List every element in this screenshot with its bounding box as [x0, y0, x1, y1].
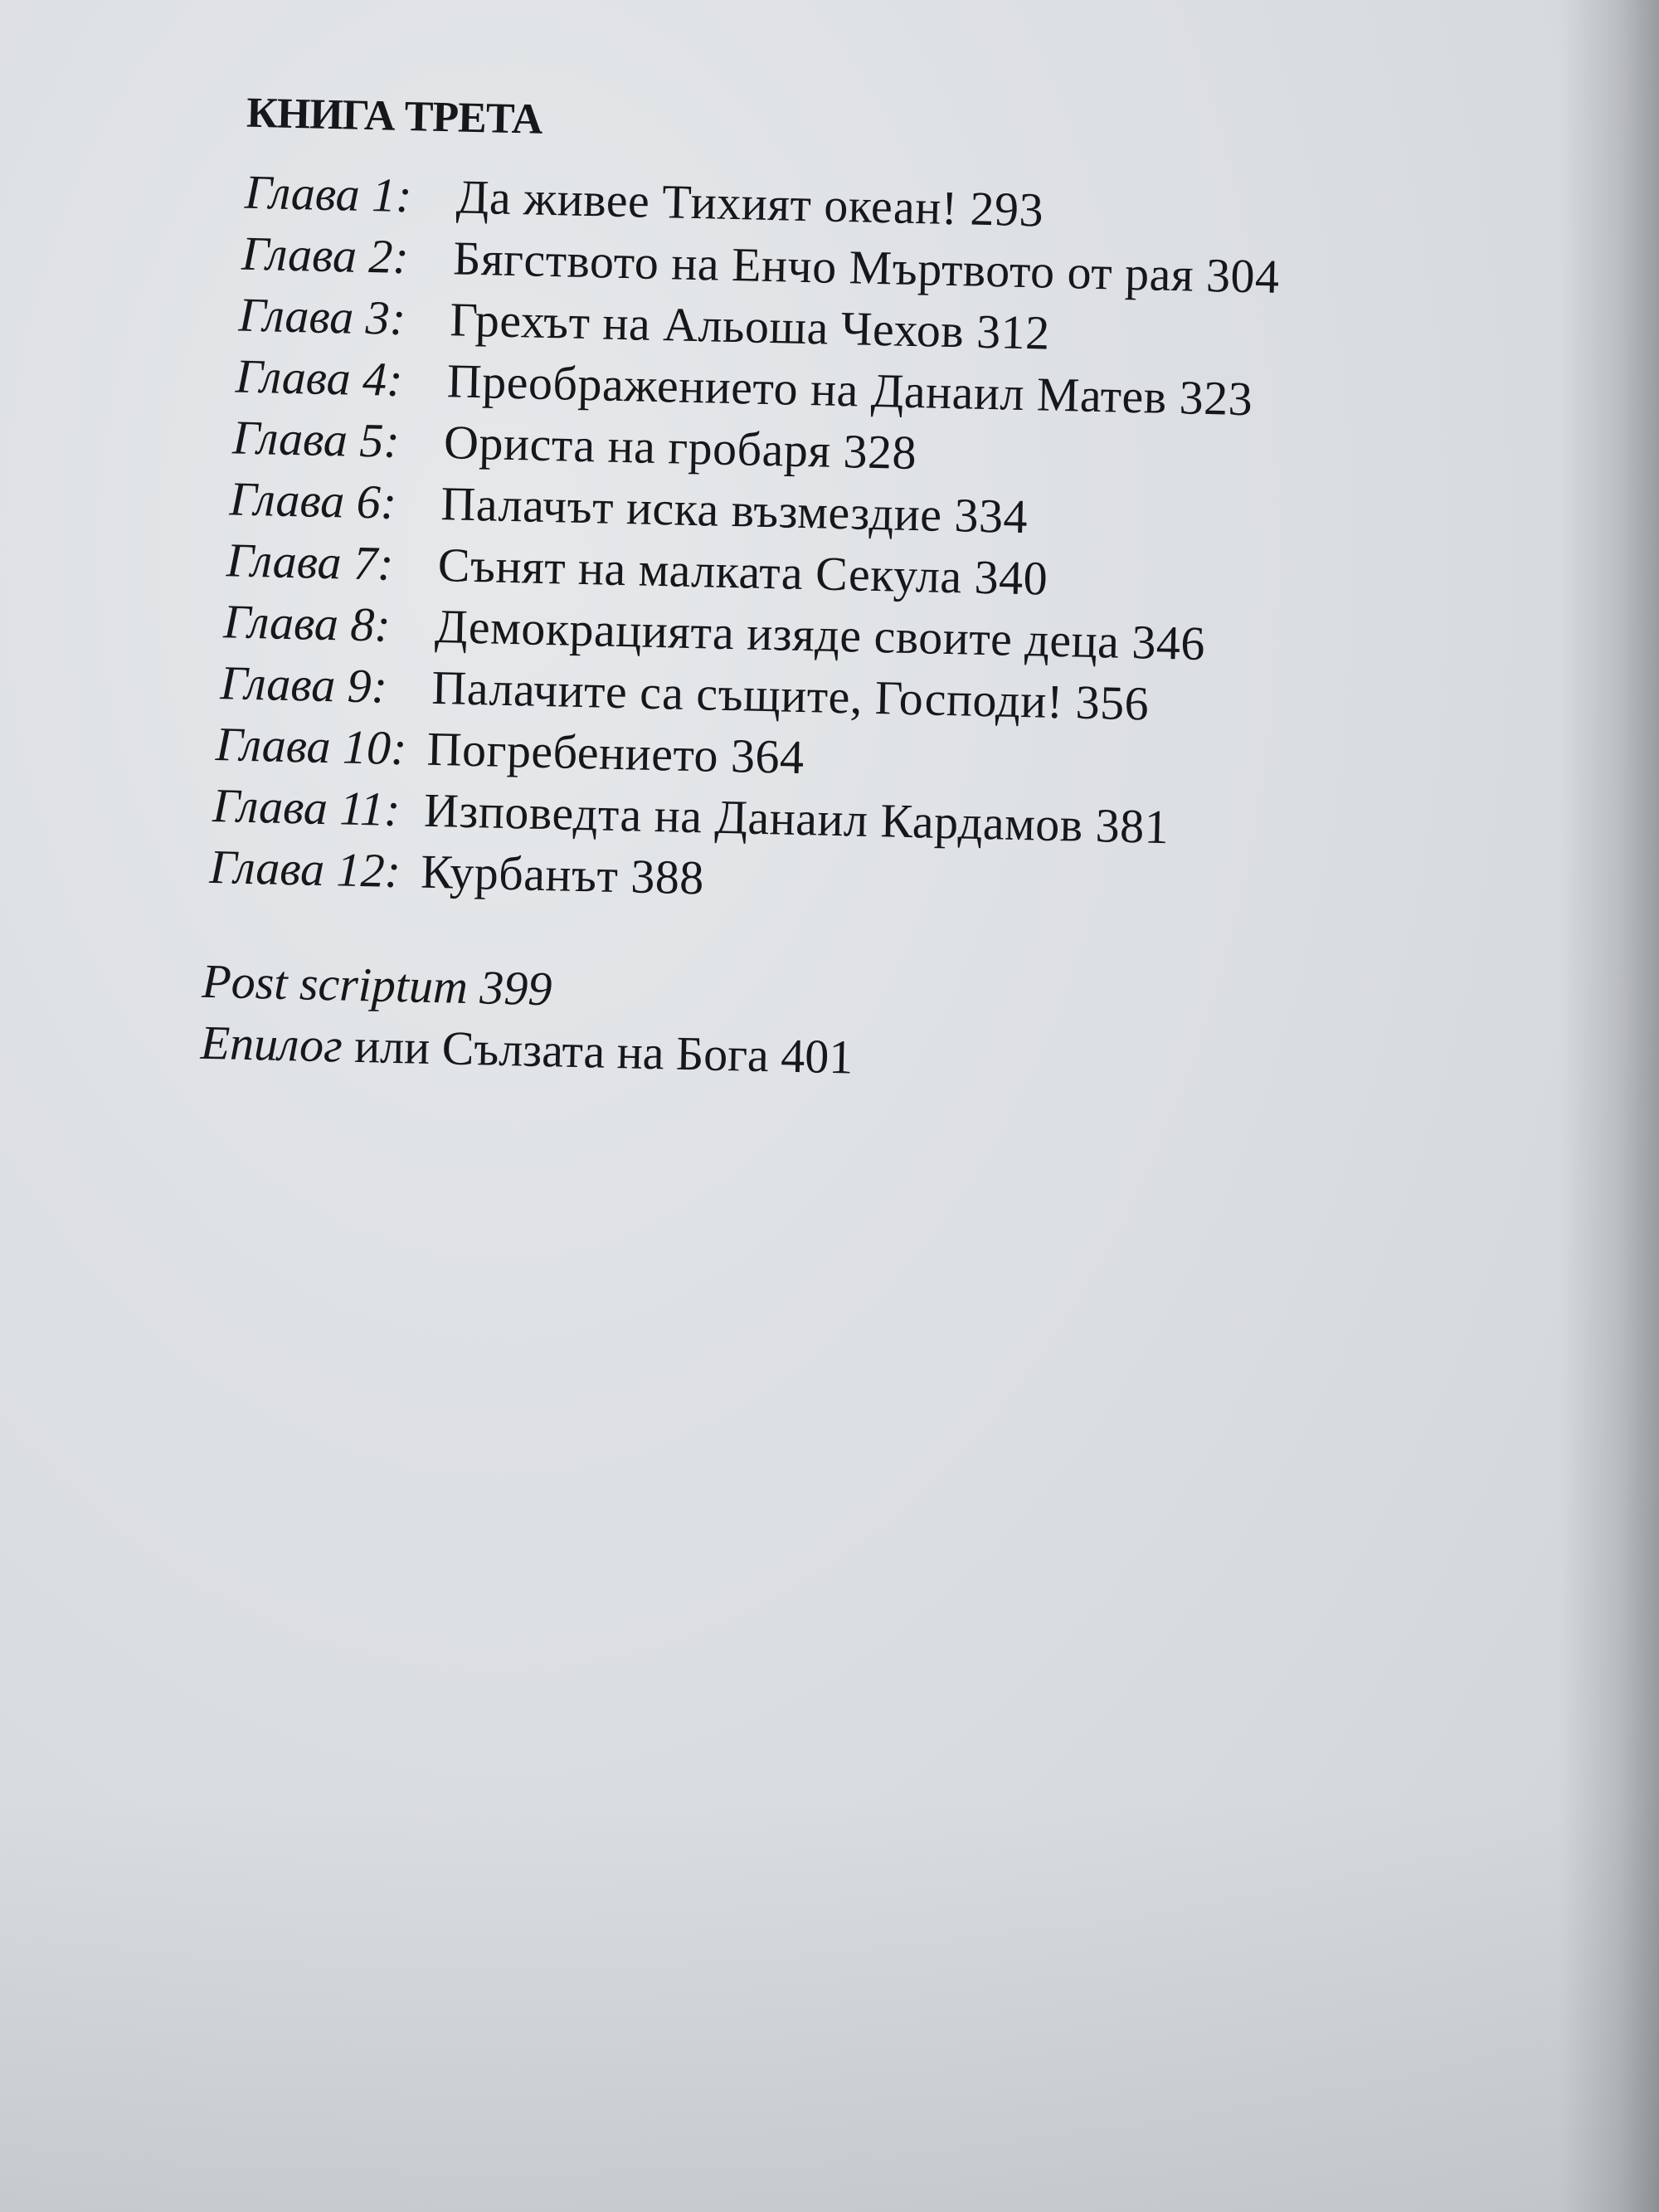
chapter-label: Глава 4:: [235, 348, 404, 407]
chapter-label: Глава 2:: [241, 226, 410, 285]
chapter-title: Преображението на Данаил Матев 323: [446, 353, 1253, 426]
chapter-title: Палачът иска възмездие 334: [440, 476, 1029, 544]
chapter-label: Глава 6:: [228, 471, 397, 529]
page-shading: [0, 1797, 1659, 2212]
chapter-label: Глава 10:: [215, 717, 408, 776]
book-heading: КНИГА ТРЕТА: [246, 89, 543, 144]
post-scriptum-entry: Post scriptum 399: [201, 953, 553, 1016]
chapter-label: Глава 9:: [219, 655, 388, 714]
chapter-label: Глава 11:: [212, 777, 401, 837]
chapter-title: Палачите са същите, Господи! 356: [431, 660, 1150, 731]
chapter-label: Глава 3:: [237, 287, 406, 346]
extras-section: [200, 951, 1496, 1103]
chapter-list: [204, 161, 1515, 927]
chapter-title: Курбанът 388: [420, 844, 705, 905]
chapter-title: Бягството на Енчо Мъртвото от рая 304: [452, 231, 1281, 304]
epilogue-label: Епилог: [200, 1015, 343, 1073]
page-gutter-shadow: [1559, 0, 1659, 2212]
chapter-title: Погребението 364: [426, 721, 805, 785]
chapter-title: Ориста на гробаря 328: [443, 415, 917, 480]
epilogue-title: или Сълзата на Бога 401: [342, 1018, 854, 1084]
chapter-title: Грехът на Альоша Чехов 312: [449, 292, 1051, 360]
chapter-title: Изповедта на Данаил Кардамов 381: [423, 782, 1170, 855]
chapter-label: Глава 7:: [226, 533, 395, 591]
chapter-title: Сънят на малката Секула 340: [437, 538, 1048, 606]
table-of-contents: [200, 83, 1516, 1103]
chapter-title: Демокрацията изяде своите деца 346: [434, 598, 1206, 671]
chapter-label: Глава 8:: [222, 594, 392, 652]
chapter-label: Глава 5:: [231, 410, 401, 468]
chapter-label: Глава 1:: [244, 164, 413, 223]
chapter-label: Глава 12:: [208, 839, 401, 899]
chapter-title: Да живее Тихият океан! 293: [455, 169, 1044, 237]
